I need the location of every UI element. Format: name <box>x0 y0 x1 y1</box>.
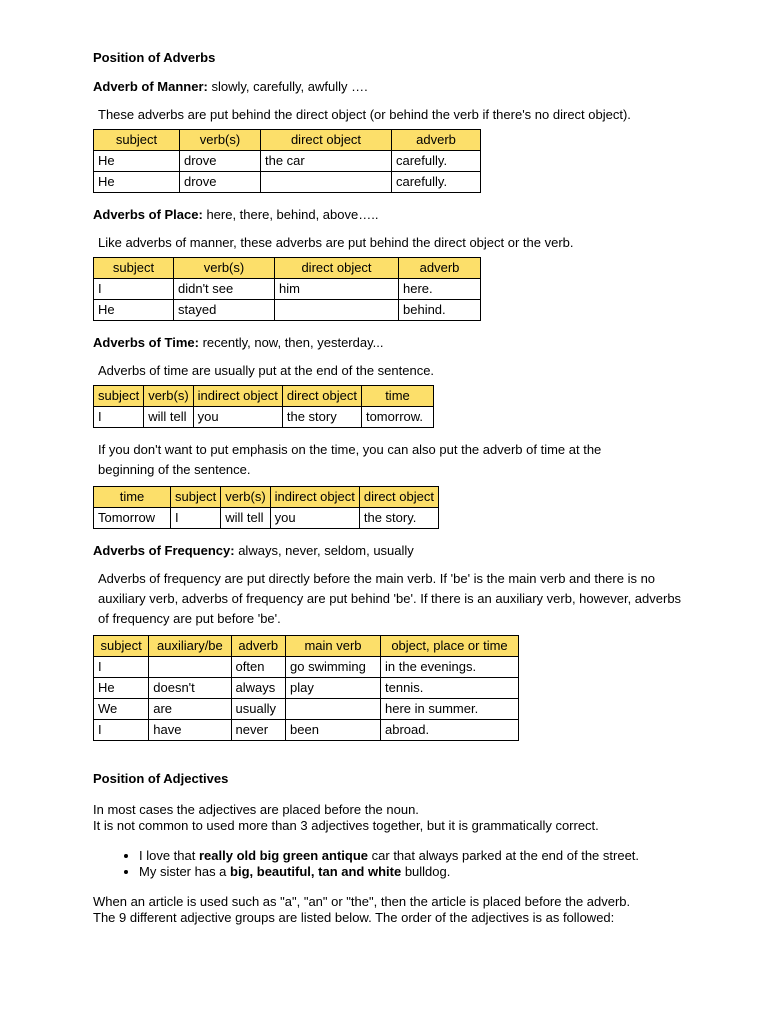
table-cell: been <box>286 720 381 741</box>
col-header: time <box>361 386 433 407</box>
col-header: main verb <box>286 636 381 657</box>
table-row <box>94 657 519 678</box>
table-row <box>94 678 519 699</box>
table-cell <box>261 172 392 193</box>
table-cell: He <box>94 678 149 699</box>
time-label: Adverbs of Time: <box>93 335 199 350</box>
col-header: direct object <box>359 487 438 508</box>
table-header-row <box>94 636 519 657</box>
time-examples: recently, now, then, yesterday... <box>198 335 384 350</box>
place-label: Adverbs of Place: <box>93 207 203 222</box>
table-cell: him <box>275 279 399 300</box>
col-header: adverb <box>231 636 285 657</box>
col-header: direct object <box>282 386 361 407</box>
bullet-text: bulldog. <box>401 864 451 879</box>
table-cell: carefully. <box>392 172 481 193</box>
table-cell: always <box>231 678 285 699</box>
table-header-row <box>94 487 439 508</box>
col-header: object, place or time <box>381 636 519 657</box>
col-header: verb(s) <box>144 386 193 407</box>
manner-note: These adverbs are put behind the direct object (or behind the verb if there's no direct object). <box>98 107 631 122</box>
manner-table <box>93 129 481 193</box>
table-cell: We <box>94 699 149 720</box>
table-cell: here. <box>399 279 481 300</box>
table-row <box>94 151 481 172</box>
table-cell: tomorrow. <box>361 407 433 428</box>
table-row <box>94 300 481 321</box>
adjectives-paragraph-2: It is not common to used more than 3 adjectives together, but it is grammatically correct. <box>93 818 599 833</box>
table-cell <box>286 699 381 720</box>
table-cell: I <box>94 720 149 741</box>
table-cell: play <box>286 678 381 699</box>
bullet-text: car that always parked at the end of the street. <box>368 848 640 863</box>
manner-heading <box>93 79 693 95</box>
col-header: direct object <box>261 130 392 151</box>
table-cell: you <box>193 407 282 428</box>
place-table <box>93 257 481 321</box>
table-cell: the story. <box>359 508 438 529</box>
table-row <box>94 407 434 428</box>
list-item <box>139 864 693 880</box>
adjective-examples-list <box>93 848 693 880</box>
col-header: adverb <box>392 130 481 151</box>
table-cell: abroad. <box>381 720 519 741</box>
manner-label: Adverb of Manner: <box>93 79 208 94</box>
adverbs-title: Position of Adverbs <box>93 50 216 65</box>
table-row <box>94 720 519 741</box>
col-header: time <box>94 487 171 508</box>
list-item <box>139 848 659 864</box>
frequency-label: Adverbs of Frequency: <box>93 543 235 558</box>
table-header-row <box>94 258 481 279</box>
time-note-2: If you don't want to put emphasis on the time, you can also put the adverb of time at the beginning of the sentence. <box>98 442 602 477</box>
table-cell: in the evenings. <box>381 657 519 678</box>
table-cell: carefully. <box>392 151 481 172</box>
bullet-bold: really old big green antique <box>198 848 369 863</box>
table-cell: doesn't <box>149 678 231 699</box>
table-cell: I <box>94 407 144 428</box>
col-header: indirect object <box>193 386 282 407</box>
col-header: direct object <box>275 258 399 279</box>
table-cell: often <box>231 657 285 678</box>
manner-examples: slowly, carefully, awfully …. <box>207 79 368 94</box>
table-cell: have <box>149 720 231 741</box>
document-page <box>93 50 693 926</box>
table-cell: go swimming <box>286 657 381 678</box>
table-cell: here in summer. <box>381 699 519 720</box>
table-cell: I <box>171 508 221 529</box>
col-header: indirect object <box>270 487 359 508</box>
table-row <box>94 172 481 193</box>
bullet-bold: big, beautiful, tan and white <box>230 864 402 879</box>
col-header: auxiliary/be <box>149 636 231 657</box>
table-cell: I <box>94 279 174 300</box>
table-cell: will tell <box>144 407 193 428</box>
adjectives-paragraph-3: When an article is used such as "a", "an" or "the", then the article is placed before the adverb. <box>93 894 631 909</box>
table-cell: usually <box>231 699 285 720</box>
place-note: Like adverbs of manner, these adverbs are put behind the direct object or the verb. <box>98 235 574 250</box>
table-cell: I <box>94 657 149 678</box>
table-cell: the story <box>282 407 361 428</box>
col-header: subject <box>94 130 180 151</box>
bullet-text: I love that <box>139 848 199 863</box>
col-header: subject <box>171 487 221 508</box>
col-header: adverb <box>399 258 481 279</box>
table-cell: He <box>94 172 180 193</box>
time-table-2 <box>93 486 439 529</box>
time-note: Adverbs of time are usually put at the end of the sentence. <box>98 363 435 378</box>
table-cell: tennis. <box>381 678 519 699</box>
col-header: verb(s) <box>221 487 270 508</box>
table-row <box>94 699 519 720</box>
table-cell: drove <box>180 172 261 193</box>
table-cell: will tell <box>221 508 270 529</box>
frequency-examples: always, never, seldom, usually <box>234 543 414 558</box>
frequency-note: Adverbs of frequency are put directly before the main verb. If 'be' is the main verb and there is no auxiliary verb, adverbs of frequency are put behind 'be'. If there is an auxiliary verb, however, adverbs of frequency are put before 'be'. <box>98 571 682 626</box>
table-header-row <box>94 130 481 151</box>
table-cell: behind. <box>399 300 481 321</box>
table-cell: didn't see <box>174 279 275 300</box>
adjectives-paragraph-1: In most cases the adjectives are placed before the noun. <box>93 802 419 817</box>
table-row <box>94 508 439 529</box>
adjectives-paragraph-4: The 9 different adjective groups are listed below. The order of the adjectives is as followed: <box>93 910 615 925</box>
time-table <box>93 385 434 428</box>
table-cell: the car <box>261 151 392 172</box>
table-cell: are <box>149 699 231 720</box>
table-cell: He <box>94 300 174 321</box>
bullet-text: My sister has a <box>139 864 231 879</box>
table-cell: never <box>231 720 285 741</box>
table-cell: Tomorrow <box>94 508 171 529</box>
table-cell <box>149 657 231 678</box>
time-heading <box>93 335 693 351</box>
table-cell: stayed <box>174 300 275 321</box>
table-cell: drove <box>180 151 261 172</box>
place-examples: here, there, behind, above….. <box>202 207 379 222</box>
col-header: verb(s) <box>174 258 275 279</box>
place-heading <box>93 207 693 223</box>
table-cell <box>275 300 399 321</box>
col-header: subject <box>94 258 174 279</box>
col-header: verb(s) <box>180 130 261 151</box>
table-header-row <box>94 386 434 407</box>
col-header: subject <box>94 636 149 657</box>
frequency-table <box>93 635 519 741</box>
table-cell: you <box>270 508 359 529</box>
col-header: subject <box>94 386 144 407</box>
table-cell: He <box>94 151 180 172</box>
adjectives-title: Position of Adjectives <box>93 771 229 786</box>
frequency-heading <box>93 543 693 559</box>
table-row <box>94 279 481 300</box>
